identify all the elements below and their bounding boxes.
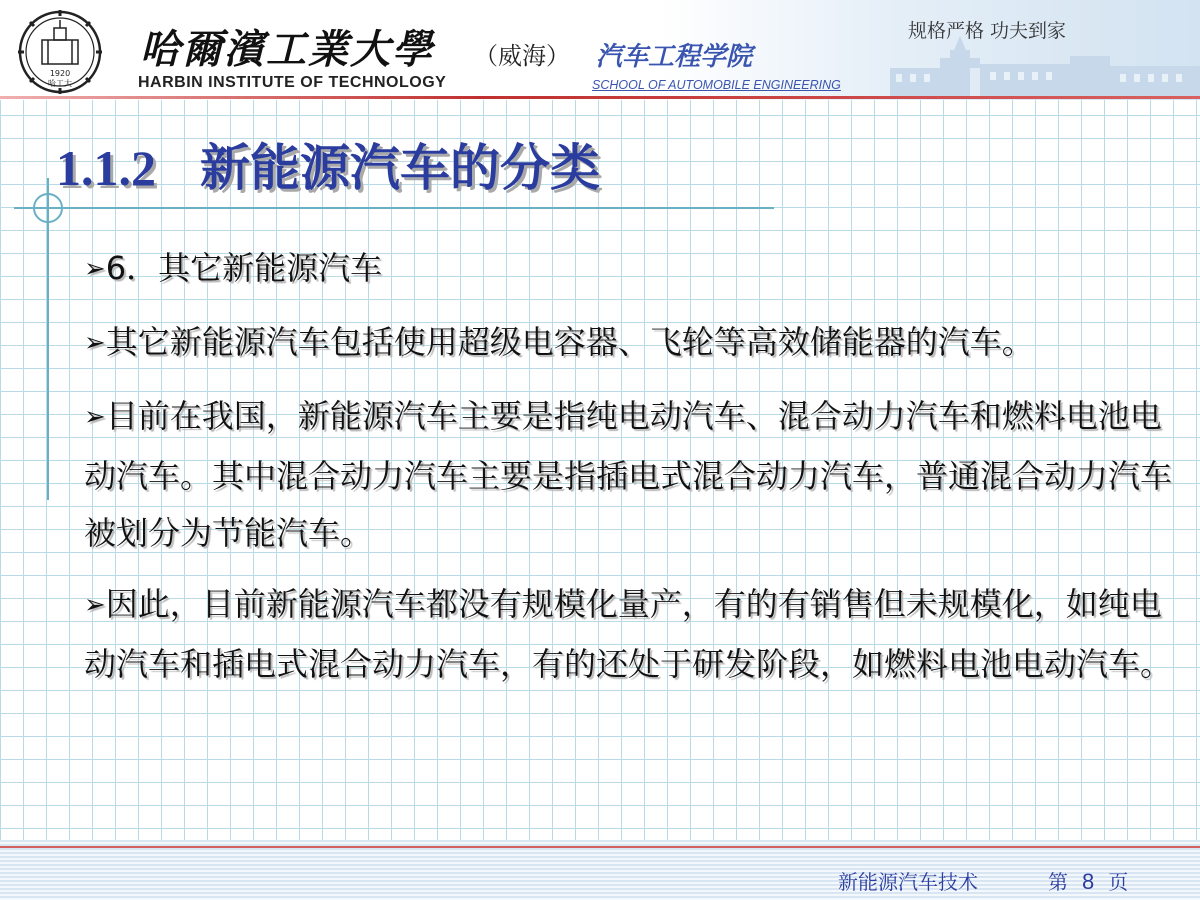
slide-content (84, 240, 1174, 707)
university-name-cn: 哈爾濱工業大學 (140, 26, 434, 73)
bullet-paragraph (84, 576, 1174, 693)
page-indicator (1048, 866, 1128, 895)
bullet-text: 因此，目前新能源汽车都没有规模化量产，有的有销售但未规模化，如纯电动汽车和插电式混合动力汽车，有的还处于研发阶段，如燃料电池电动汽车。 (84, 585, 1173, 683)
page-suffix: 页 (1108, 870, 1129, 894)
bullet-text: 6．其它新能源汽车 (105, 249, 383, 287)
logo-text: 哈工大 (48, 79, 72, 88)
bullet-paragraph (84, 314, 1174, 374)
logo-year: 1920 (49, 69, 71, 78)
slide-title (56, 128, 600, 200)
header-divider (0, 96, 1200, 99)
arrow-bullet-icon: ➢ (84, 590, 106, 620)
bullet-text: 目前在我国，新能源汽车主要是指纯电动汽车、混合动力汽车和燃料电池电动汽车。其中混合动力汽车主要是指插电式混合动力汽车，普通混合动力汽车被划分为节能汽车。 (84, 397, 1173, 552)
university-motto: 规格严格 功夫到家 (908, 20, 1067, 42)
arrow-bullet-icon: ➢ (84, 402, 106, 432)
course-name: 新能源汽车技术 (838, 870, 978, 894)
school-name-en: SCHOOL OF AUTOMOBILE ENGINEERING (592, 78, 841, 92)
school-name-cn: 汽车工程学院 (596, 42, 753, 72)
university-name-en: HARBIN INSTITUTE OF TECHNOLOGY (138, 74, 447, 91)
section-number: 1.1.2 (56, 140, 156, 196)
page-number: 8 (1082, 869, 1095, 894)
bullet-paragraph (84, 240, 1174, 300)
page-prefix: 第 (1048, 870, 1068, 894)
footer-divider (0, 846, 1200, 848)
footer-band (0, 840, 1200, 900)
vertical-line-decoration (47, 178, 49, 500)
arrow-bullet-icon: ➢ (84, 254, 106, 284)
bullet-paragraph (84, 388, 1174, 562)
section-title: 新能源汽车的分类 (200, 138, 600, 197)
arrow-bullet-icon: ➢ (84, 328, 106, 358)
title-underline-decoration (14, 207, 774, 209)
university-logo (16, 8, 104, 96)
bullet-text: 其它新能源汽车包括使用超级电容器、飞轮等高效储能器的汽车。 (105, 323, 1034, 361)
campus-name-cn: （威海） (474, 42, 570, 70)
